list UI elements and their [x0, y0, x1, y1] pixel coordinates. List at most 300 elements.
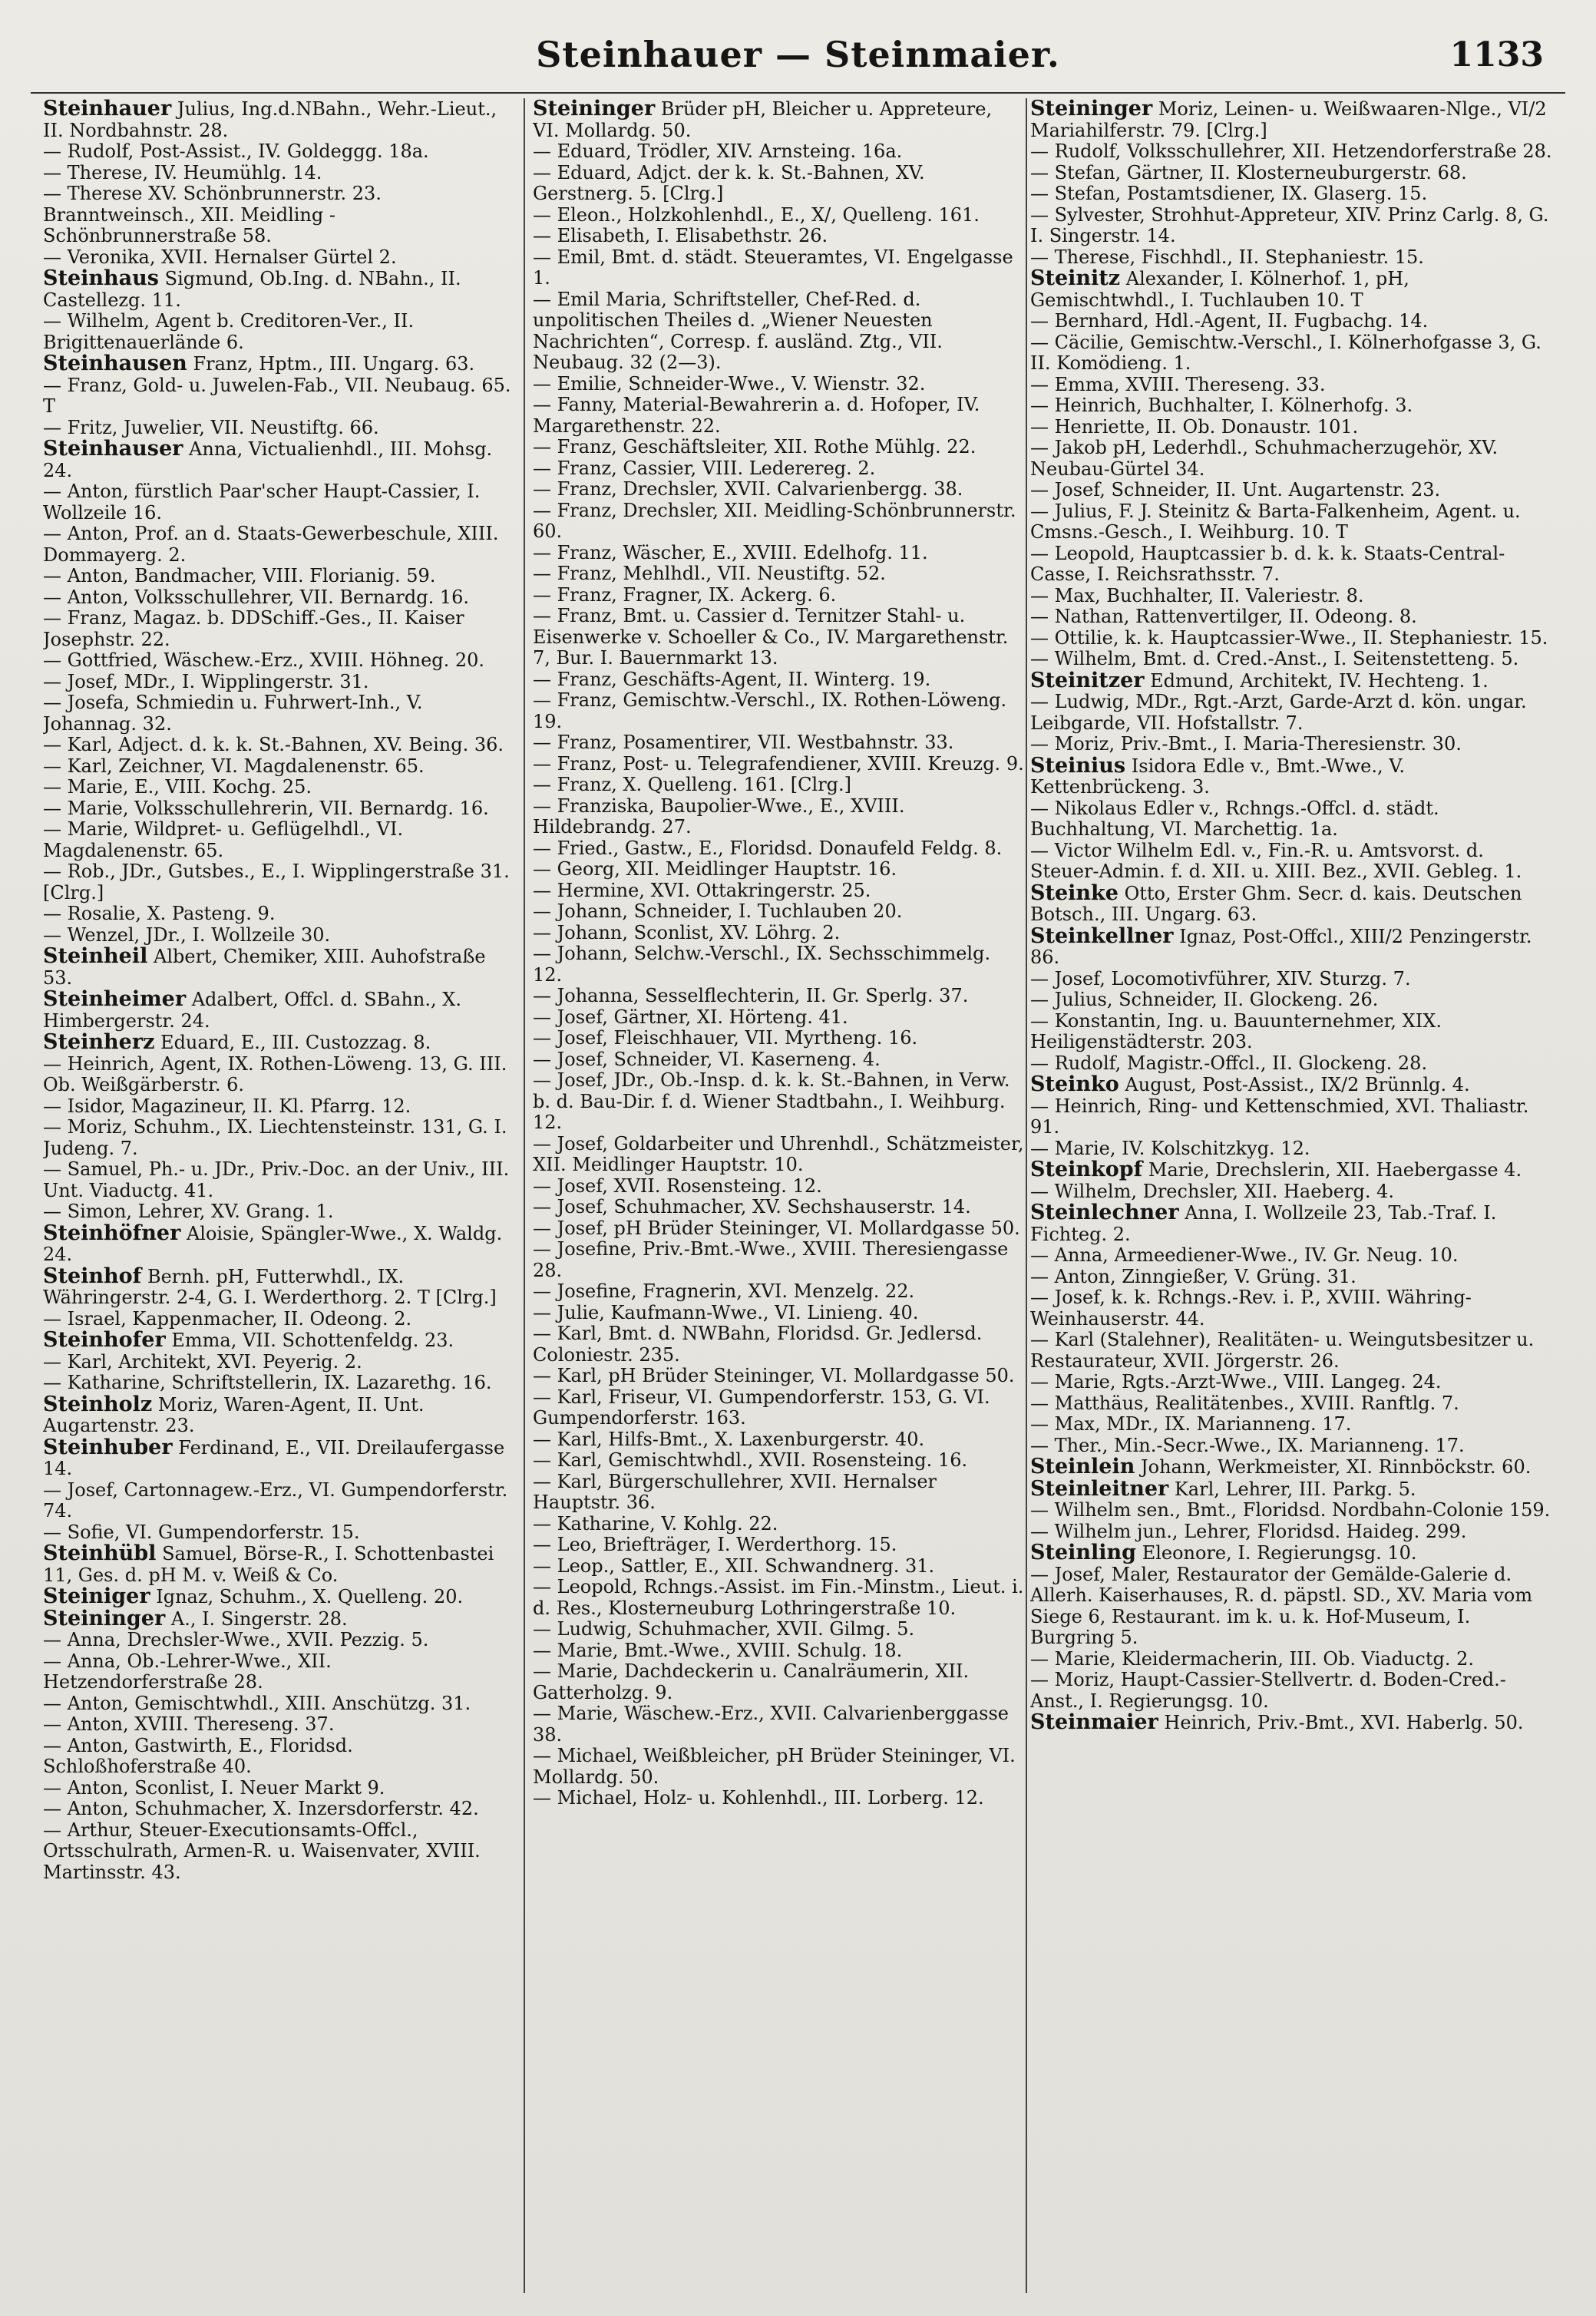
- directory-entry: [43, 566, 514, 587]
- directory-entry: [533, 458, 1024, 480]
- column-2: [533, 98, 1024, 2301]
- entry-text: — Franz, Posamentirer, VII. Westbahnstr. 33.: [533, 732, 954, 753]
- entry-text: — Samuel, Ph.- u. JDr., Priv.-Doc. an der Univ., III. Unt. Viaductg. 41.: [43, 1158, 510, 1201]
- directory-entry: [1030, 1712, 1556, 1734]
- directory-entry: [1030, 163, 1556, 184]
- entry-text: Karl, Lehrer, III. Parkg. 5.: [1174, 1478, 1416, 1500]
- directory-entry: [43, 1820, 514, 1884]
- entry-text: — Anton, Gastwirth, E., Floridsd. Schloßhoferstraße 40.: [43, 1734, 353, 1777]
- directory-entry: [43, 904, 514, 925]
- entry-text: Adalbert, Offcl. d. SBahn., X. Himbergerstr. 24.: [43, 989, 461, 1032]
- entry-surname: Steinhof: [43, 1264, 142, 1288]
- entry-text: — Josef, pH Brüder Steininger, VI. Mollardgasse 50.: [533, 1217, 1020, 1239]
- entry-text: — Leopold, Rchngs.-Assist. im Fin.-Minstm., Lieut. i. d. Res., Klosterneuburg Lothringerstraße 10.: [533, 1576, 1024, 1619]
- directory-entry: [1030, 1456, 1556, 1478]
- entry-text: Julius, Ing.d.NBahn., Wehr.-Lieut., II. Nordbahnstr. 28.: [43, 98, 497, 141]
- directory-entry: [1030, 395, 1556, 417]
- directory-entry: [43, 1096, 514, 1118]
- entry-text: — Victor Wilhelm Edl. v., Fin.-R. u. Amtsvorst. d. Steuer-Admin. f. d. XII. u. XIII. Bez., XVII. Gebleg. 1.: [1030, 839, 1522, 882]
- directory-entry: [533, 1028, 1024, 1049]
- directory-entry: [1030, 1542, 1556, 1564]
- entry-text: — Julius, F. J. Steinitz & Barta-Falkenheim, Agent. u. Cmsns.-Gesch., I. Weihburg. 10. T: [1030, 500, 1521, 543]
- directory-entry: [533, 1472, 1024, 1514]
- directory-entry: [1030, 438, 1556, 480]
- directory-entry: [533, 1049, 1024, 1071]
- entry-text: — Josef, Schneider, II. Unt. Augartenstr. 23.: [1030, 479, 1441, 501]
- entry-text: — Simon, Lehrer, XV. Grang. 1.: [43, 1201, 334, 1222]
- entry-text: — Konstantin, Ing. u. Bauunternehmer, XIX. Heiligenstädterstr. 203.: [1030, 1009, 1442, 1052]
- directory-entry: [1030, 990, 1556, 1011]
- entry-text: — Wenzel, JDr., I. Wollzeile 30.: [43, 923, 331, 946]
- directory-entry: [43, 481, 514, 524]
- directory-entry: [1030, 841, 1556, 883]
- directory-entry: [43, 672, 514, 693]
- entry-text: — Josefine, Fragnerin, XVI. Menzelg. 22.: [533, 1280, 915, 1302]
- entry-text: — Rudolf, Volksschullehrer, XII. Hetzendorferstraße 28.: [1030, 140, 1552, 162]
- entry-text: — Ther., Min.-Secr.-Wwe., IX. Marianneng. 17.: [1030, 1434, 1465, 1456]
- entry-text: — Wilhelm, Agent b. Creditoren-Ver., II. Brigittenauerlände 6.: [43, 310, 415, 353]
- directory-entry: [533, 1619, 1024, 1640]
- directory-entry: [533, 1661, 1024, 1703]
- column-1: [43, 98, 514, 2301]
- entry-text: — Karl, pH Brüder Steininger, VI. Mollardgasse 50.: [533, 1365, 1015, 1386]
- directory-entry: [533, 1640, 1024, 1662]
- directory-entry: [533, 141, 1024, 163]
- entry-text: — Rudolf, Post-Assist., IV. Goldeggg. 18a.: [43, 140, 429, 162]
- directory-entry: [43, 163, 514, 184]
- directory-entry: [1030, 1181, 1556, 1203]
- directory-entry: [533, 98, 1024, 141]
- entry-surname: Steinholz: [43, 1392, 153, 1416]
- directory-entry: [533, 943, 1024, 986]
- entry-text: — Franz, Cassier, VIII. Lederereg. 2.: [533, 457, 876, 479]
- directory-entry: [43, 311, 514, 353]
- directory-entry: [43, 777, 514, 798]
- entry-text: — Josef, MDr., I. Wipplingerstr. 31.: [43, 670, 369, 692]
- directory-entry: [43, 756, 514, 778]
- entry-text: — Moriz, Priv.-Bmt., I. Maria-Theresienstr. 30.: [1030, 733, 1462, 755]
- directory-entry: [43, 1266, 514, 1309]
- directory-entry: [43, 524, 514, 566]
- entry-text: — Eduard, Trödler, XIV. Arnsteing. 16a.: [533, 140, 903, 162]
- directory-entry: [43, 1714, 514, 1736]
- directory-entry: [533, 859, 1024, 880]
- directory-entry: [533, 1450, 1024, 1472]
- directory-entry: [533, 205, 1024, 226]
- directory-entry: [533, 1218, 1024, 1240]
- entry-text: Bernh. pH, Futterwhdl., IX. Währingerstr. 2-4, G. I. Werderthorg. 2. T [Clrg.]: [43, 1265, 497, 1308]
- entry-surname: Steinhübl: [43, 1541, 157, 1565]
- directory-entry: [1030, 755, 1556, 798]
- directory-entry: [1030, 1096, 1556, 1138]
- entry-text: — Katharine, Schriftstellerin, IX. Lazarethg. 16.: [43, 1372, 492, 1393]
- directory-entry: [43, 819, 514, 861]
- directory-entry: [1030, 1393, 1556, 1415]
- directory-entry: [1030, 1011, 1556, 1053]
- entry-text: — Franz, Geschäftsleiter, XII. Rothe Mühlg. 22.: [533, 436, 976, 458]
- entry-text: — Sofie, VI. Gumpendorferstr. 15.: [43, 1521, 360, 1543]
- directory-entry: [1030, 247, 1556, 269]
- directory-entry: [43, 989, 514, 1032]
- entry-text: Johann, Werkmeister, XI. Rinnböckstr. 60.: [1141, 1456, 1532, 1478]
- entry-text: — Moriz, Haupt-Cassier-Stellvertr. d. Boden-Cred.-Anst., I. Regierungsg. 10.: [1030, 1669, 1506, 1712]
- entry-text: — Moriz, Schuhm., IX. Liechtensteinstr. 131, G. I. Judeng. 7.: [43, 1116, 507, 1159]
- directory-entry: [533, 1070, 1024, 1134]
- directory-entry: [533, 986, 1024, 1007]
- directory-entry: [533, 669, 1024, 691]
- entry-text: Ignaz, Post-Offcl., XIII/2 Penzingerstr. 86.: [1030, 925, 1532, 968]
- directory-entry: [43, 1630, 514, 1651]
- entry-text: Ferdinand, E., VII. Dreilaufergasse 14.: [43, 1436, 505, 1479]
- directory-entry: [533, 775, 1024, 796]
- entry-surname: Steinleitner: [1030, 1476, 1169, 1501]
- directory-entry: [533, 1746, 1024, 1788]
- entry-text: Moriz, Waren-Agent, II. Unt. Augartenstr. 23.: [43, 1393, 425, 1436]
- directory-entry: [43, 1117, 514, 1159]
- directory-entry: [533, 1788, 1024, 1809]
- entry-text: — Emma, XVIII. Thereseng. 33.: [1030, 373, 1326, 395]
- directory-entry: [43, 861, 514, 904]
- entry-text: — Michael, Weißbleicher, pH Brüder Steininger, VI. Mollardg. 50.: [533, 1745, 1016, 1788]
- entry-text: — Wilhelm, Drechsler, XII. Haeberg. 4.: [1030, 1180, 1394, 1202]
- entry-text: — Fried., Gastw., E., Floridsd. Donaufeld Feldg. 8.: [533, 837, 1003, 859]
- entry-surname: Steinhauser: [43, 437, 183, 461]
- entry-text: — Heinrich, Agent, IX. Rothen-Löweng. 13, G. III. Ob. Weißgärberstr. 6.: [43, 1052, 507, 1095]
- column-3: [1030, 98, 1556, 2301]
- entry-text: — Julie, Kaufmann-Wwe., VI. Linieng. 40.: [533, 1301, 919, 1323]
- entry-text: Isidora Edle v., Bmt.-Wwe., V. Kettenbrückeng. 3.: [1030, 755, 1405, 798]
- directory-entry: [1030, 1159, 1556, 1181]
- entry-text: — Anna, Armeediener-Wwe., IV. Gr. Neug. 10.: [1030, 1244, 1459, 1266]
- entry-text: Samuel, Börse-R., I. Schottenbastei 11, Ges. d. pH M. v. Weiß & Co.: [43, 1543, 494, 1586]
- entry-text: A., I. Singerstr. 28.: [170, 1607, 348, 1630]
- entry-surname: Steinkellner: [1030, 923, 1174, 948]
- entry-text: Ignaz, Schuhm., X. Quelleng. 20.: [156, 1586, 464, 1607]
- directory-entry: [43, 1778, 514, 1799]
- entry-text: — Sylvester, Strohhut-Appreteur, XIV. Prinz Carlg. 8, G. I. Singerstr. 14.: [1030, 203, 1549, 246]
- entry-text: — Wilhelm, Bmt. d. Cred.-Anst., I. Seitenstetteng. 5.: [1030, 648, 1519, 669]
- directory-entry: [533, 585, 1024, 606]
- directory-entry: [533, 1281, 1024, 1303]
- directory-entry: [1030, 649, 1556, 670]
- entry-surname: Steinheil: [43, 944, 148, 968]
- entry-text: — Karl, Hilfs-Bmt., X. Laxenburgerstr. 40.: [533, 1428, 925, 1450]
- directory-entry: [43, 353, 514, 375]
- directory-entry: [43, 141, 514, 163]
- entry-text: — Josef, Schneider, VI. Kaserneng. 4.: [533, 1048, 881, 1070]
- entry-surname: Steinke: [1030, 880, 1119, 905]
- entry-text: — Marie, Wäschew.-Erz., XVII. Calvarienberggasse 38.: [533, 1703, 1009, 1746]
- entry-text: — Bernhard, Hdl.-Agent, II. Fugbachg. 14.: [1030, 310, 1429, 332]
- directory-entry: [43, 1054, 514, 1096]
- entry-text: Emma, VII. Schottenfeldg. 23.: [171, 1330, 454, 1351]
- directory-entry: [533, 1303, 1024, 1324]
- entry-surname: Steinius: [1030, 753, 1126, 778]
- directory-entry: [1030, 311, 1556, 332]
- entry-text: — Therese, IV. Heumühlg. 14.: [43, 161, 322, 183]
- entry-text: — Karl, Architekt, XVI. Peyerig. 2.: [43, 1350, 362, 1373]
- directory-entry: [43, 98, 514, 141]
- directory-entry: [1030, 1564, 1556, 1649]
- entry-text: — Marie, Wildpret- u. Geflügelhdl., VI. Magdalenenstr. 65.: [43, 818, 404, 861]
- entry-text: — Heinrich, Ring- und Kettenschmied, XVI. Thaliastr. 91.: [1030, 1095, 1529, 1138]
- directory-entry: [533, 1556, 1024, 1578]
- entry-text: — Anton, Volksschullehrer, VII. Bernardg. 16.: [43, 586, 470, 608]
- entry-text: — Franz, Gold- u. Juwelen-Fab., VII. Neubaug. 65. T: [43, 374, 511, 417]
- entry-text: — Emilie, Schneider-Wwe., V. Wienstr. 32.: [533, 372, 926, 395]
- directory-entry: [533, 606, 1024, 669]
- directory-entry: [43, 1437, 514, 1480]
- entry-text: — Marie, Dachdeckerin u. Canalräumerin, XII. Gatterholzg. 9.: [533, 1660, 970, 1703]
- directory-entry: [43, 1223, 514, 1266]
- directory-entry: [533, 901, 1024, 923]
- entry-text: — Nathan, Rattenvertilger, II. Odeong. 8.: [1030, 606, 1417, 627]
- entry-text: — Franz, Mehlhdl., VII. Neustiftg. 52.: [533, 563, 886, 584]
- directory-entry: [533, 1323, 1024, 1366]
- page-title: Steinhauer — Steinmaier.: [536, 34, 1060, 75]
- entry-surname: Steinhaus: [43, 266, 159, 290]
- directory-entry: [533, 1535, 1024, 1556]
- directory-entry: [1030, 332, 1556, 375]
- entry-text: — Henriette, II. Ob. Donaustr. 101.: [1030, 415, 1359, 438]
- entry-text: — Fanny, Material-Bewahrerin a. d. Hofoper, IV. Margarethenstr. 22.: [533, 394, 980, 437]
- column-divider: [524, 98, 525, 2293]
- directory-entry: [1030, 417, 1556, 438]
- entry-text: — Marie, Volksschullehrerin, VII. Bernardg. 16.: [43, 797, 489, 819]
- directory-entry: [43, 1543, 514, 1586]
- entry-text: — Eduard, Adjct. der k. k. St.-Bahnen, XV. Gerstnerg. 5. [Clrg.]: [533, 161, 925, 204]
- entry-surname: Steinhauer: [43, 98, 172, 121]
- entry-text: — Anton, Schuhmacher, X. Inzersdorferstr. 42.: [43, 1798, 479, 1819]
- entry-text: — Michael, Holz- u. Kohlenhdl., III. Lorberg. 12.: [533, 1787, 984, 1809]
- entry-text: — Marie, Bmt.-Wwe., XVIII. Schulg. 18.: [533, 1639, 903, 1661]
- entry-text: Marie, Drechslerin, XII. Haebergasse 4.: [1148, 1159, 1522, 1181]
- directory-entry: [533, 163, 1024, 205]
- directory-entry: [533, 501, 1024, 543]
- directory-entry: [1030, 1330, 1556, 1372]
- entry-text: — Leopold, Hauptcassier b. d. k. k. Staats-Central-Casse, I. Reichsrathsstr. 7.: [1030, 542, 1505, 585]
- entry-text: — Franz, Magaz. b. DDSchiff.-Ges., II. Kaiser Josephstr. 22.: [43, 607, 464, 650]
- directory-entry: [43, 375, 514, 418]
- entry-text: — Rosalie, X. Pasteng. 9.: [43, 903, 276, 924]
- entry-text: — Therese XV. Schönbrunnerstr. 23. Branntweinsch., XII. Meidling - Schönbrunnerstraße 58.: [43, 183, 382, 246]
- directory-entry: [1030, 606, 1556, 628]
- entry-text: Eleonore, I. Regierungsg. 10.: [1142, 1542, 1417, 1564]
- directory-entry: [43, 183, 514, 247]
- directory-entry: [533, 1514, 1024, 1535]
- entry-text: Moriz, Leinen- u. Weißwaaren-Nlge., VI/2 Mariahilferstr. 79. [Clrg.]: [1030, 98, 1547, 141]
- entry-text: — Josef, Locomotivführer, XIV. Sturzg. 7.: [1030, 967, 1411, 990]
- directory-entry: [43, 268, 514, 311]
- entry-text: — Franz, Gemischtw.-Verschl., IX. Rothen-Löweng. 19.: [533, 689, 1007, 732]
- entry-text: Otto, Erster Ghm. Secr. d. kais. Deutschen Botsch., III. Ungarg. 63.: [1030, 882, 1522, 925]
- entry-text: Anna, I. Wollzeile 23, Tab.-Traf. I. Fichteg. 2.: [1030, 1202, 1497, 1245]
- directory-entry: [1030, 1053, 1556, 1075]
- directory-entry: [1030, 1414, 1556, 1436]
- entry-text: Anna, Victualienhdl., III. Mohsg. 24.: [43, 438, 493, 481]
- entry-text: — Franz, Drechsler, XII. Meidling-Schönbrunnerstr. 60.: [533, 499, 1016, 542]
- entry-text: — Josef, Fleischhauer, VII. Myrtheng. 16.: [533, 1027, 918, 1049]
- entry-surname: Steinheimer: [43, 987, 187, 1011]
- entry-text: — Heinrich, Buchhalter, I. Kölnerhofg. 3.: [1030, 395, 1413, 416]
- directory-entry: [43, 1693, 514, 1715]
- entry-text: — Marie, Rgts.-Arzt-Wwe., VIII. Langeg. 24.: [1030, 1371, 1442, 1393]
- directory-entry: [43, 247, 514, 269]
- directory-entry: [533, 1239, 1024, 1281]
- entry-surname: Steinitzer: [1030, 668, 1145, 692]
- entry-text: — Stefan, Gärtner, II. Klosterneuburgerstr. 68.: [1030, 161, 1467, 183]
- directory-entry: [1030, 501, 1556, 543]
- directory-entry: [1030, 628, 1556, 649]
- entry-text: — Cäcilie, Gemischtw.-Verschl., I. Kölnerhofgasse 3, G. II. Komödieng. 1.: [1030, 331, 1541, 374]
- directory-entry: [43, 1586, 514, 1608]
- directory-entry: [533, 690, 1024, 732]
- entry-surname: Steininger: [533, 98, 656, 121]
- directory-entry: [1030, 1436, 1556, 1457]
- entry-text: — Johann, Schneider, I. Tuchlauben 20.: [533, 900, 903, 922]
- directory-entry: [533, 374, 1024, 395]
- entry-surname: Steinhausen: [43, 352, 187, 375]
- directory-entry: [1030, 734, 1556, 755]
- entry-text: Aloisie, Spängler-Wwe., X. Waldg. 24.: [43, 1222, 503, 1265]
- directory-entry: [533, 1007, 1024, 1029]
- column-divider: [1026, 98, 1027, 2293]
- entry-text: — Anton, XVIII. Thereseng. 37.: [43, 1713, 335, 1735]
- entry-text: — Johanna, Sesselflechterin, II. Gr. Sperlg. 37.: [533, 985, 969, 1006]
- entry-text: — Josef, Cartonnagew.-Erz., VI. Gumpendorferstr. 74.: [43, 1478, 508, 1521]
- entry-surname: Steininger: [43, 1606, 166, 1630]
- directory-entry: [1030, 586, 1556, 607]
- entry-text: — Katharine, V. Kohlg. 22.: [533, 1512, 778, 1535]
- entry-text: — Stefan, Postamtsdiener, IX. Glaserg. 15.: [1030, 183, 1428, 204]
- directory-entry: [533, 880, 1024, 902]
- entry-surname: Steinherz: [43, 1030, 155, 1054]
- directory-entry: [43, 1159, 514, 1201]
- directory-entry: [1030, 1287, 1556, 1330]
- directory-entry: [533, 796, 1024, 838]
- entry-text: — Anton, Zinngießer, V. Grüng. 31.: [1030, 1265, 1356, 1287]
- entry-text: — Marie, E., VIII. Kochg. 25.: [43, 776, 312, 798]
- directory-entry: [43, 692, 514, 735]
- directory-entry: [43, 1799, 514, 1820]
- entry-surname: Steinhöfner: [43, 1221, 181, 1245]
- directory-entry: [533, 563, 1024, 585]
- entry-text: — Anna, Drechsler-Wwe., XVII. Pezzig. 5.: [43, 1629, 429, 1650]
- directory-entry: [43, 418, 514, 439]
- directory-entry: [43, 798, 514, 820]
- directory-entry: [1030, 798, 1556, 841]
- entry-text: — Emil, Bmt. d. städt. Steueramtes, VI. Engelgasse 1.: [533, 246, 1013, 289]
- directory-entry: [533, 1176, 1024, 1198]
- entry-text: — Josef, Maler, Restaurator der Gemälde-Galerie d. Allerh. Kaiserhauses, R. d. päpstl. SD., XV. Maria vom Siege 6, Restaurant. im k. u. k. Hof-Museum, I. Burgring 5.: [1030, 1563, 1533, 1648]
- directory-entry: [43, 608, 514, 650]
- entry-text: — Franz, Bmt. u. Cassier d. Ternitzer Stahl- u. Eisenwerke v. Schoeller & Co., IV. Margarethenstr. 7, Bur. I. Bauernmarkt 13.: [533, 605, 1009, 669]
- directory-entry: [1030, 205, 1556, 247]
- directory-entry: [533, 543, 1024, 564]
- directory-entry: [533, 732, 1024, 754]
- entry-text: Sigmund, Ob.Ing. d. NBahn., II. Castellezg. 11.: [43, 268, 461, 311]
- entry-text: — Anton, Prof. an d. Staats-Gewerbeschule, XIII. Dommayerg. 2.: [43, 523, 499, 566]
- entry-surname: Steinlein: [1030, 1455, 1135, 1478]
- entry-text: — Karl, Adject. d. k. k. St.-Bahnen, XV. Being. 36.: [43, 734, 504, 755]
- entry-text: — Johann, Sconlist, XV. Löhrg. 2.: [533, 921, 841, 943]
- entry-text: — Ludwig, MDr., Rgt.-Arzt, Garde-Arzt d. kön. ungar. Leibgarde, VII. Hofstallstr. 7.: [1030, 691, 1527, 734]
- entry-text: — Leo, Briefträger, I. Werderthorg. 15.: [533, 1534, 897, 1555]
- directory-entry: [43, 1330, 514, 1352]
- directory-entry: [533, 437, 1024, 458]
- directory-entry: [533, 1134, 1024, 1176]
- directory-entry: [1030, 670, 1556, 692]
- entry-text: — Anton, Gemischtwhdl., XIII. Anschützg. 31.: [43, 1692, 471, 1714]
- entry-text: — Josef, XVII. Rosensteing. 12.: [533, 1175, 822, 1197]
- entry-text: — Max, MDr., IX. Marianneng. 17.: [1030, 1413, 1352, 1435]
- entry-surname: Steinlechner: [1030, 1201, 1179, 1224]
- directory-entry: [533, 1429, 1024, 1451]
- entry-text: — Fritz, Juwelier, VII. Neustiftg. 66.: [43, 416, 379, 438]
- directory-entry: [533, 479, 1024, 501]
- directory-entry: [43, 1480, 514, 1522]
- entry-text: — Wilhelm jun., Lehrer, Floridsd. Haideg. 299.: [1030, 1520, 1467, 1542]
- directory-entry: [43, 1736, 514, 1778]
- entry-text: — Ludwig, Schuhmacher, XVII. Gilmg. 5.: [533, 1618, 915, 1640]
- entry-text: — Therese, Fischhdl., II. Stephaniestr. 15.: [1030, 246, 1424, 268]
- entry-surname: Steinhofer: [43, 1328, 166, 1352]
- entry-text: — Franziska, Baupolier-Wwe., E., XVIII. Hildebrandg. 27.: [533, 795, 905, 838]
- directory-entry: [1030, 98, 1556, 141]
- directory-entry: [1030, 1138, 1556, 1160]
- entry-text: — Ottilie, k. k. Hauptcassier-Wwe., II. Stephaniestr. 15.: [1030, 626, 1548, 649]
- entry-text: — Franz, Fragner, IX. Ackerg. 6.: [533, 583, 837, 606]
- entry-text: — Karl, Friseur, VI. Gumpendorferstr. 153, G. VI. Gumpendorferstr. 163.: [533, 1386, 990, 1429]
- entry-surname: Steiniger: [43, 1584, 150, 1608]
- entry-text: — Jakob pH, Lederhdl., Schuhmacherzugehör, XV. Neubau-Gürtel 34.: [1030, 437, 1499, 480]
- entry-surname: Steinmaier: [1030, 1710, 1158, 1734]
- entry-text: — Josef, Gärtner, XI. Hörteng. 41.: [533, 1006, 848, 1028]
- directory-entry: [533, 247, 1024, 289]
- directory-entry: [533, 226, 1024, 247]
- directory-entry: [1030, 969, 1556, 990]
- entry-text: — Karl, Bürgerschullehrer, XVII. Hernalser Hauptstr. 36.: [533, 1470, 937, 1513]
- entry-text: — Anton, Sconlist, I. Neuer Markt 9.: [43, 1776, 385, 1799]
- entry-text: Albert, Chemiker, XIII. Auhofstraße 53.: [43, 946, 486, 989]
- entry-text: Eduard, E., III. Custozzag. 8.: [160, 1032, 431, 1053]
- directory-entry: [1030, 1245, 1556, 1267]
- directory-entry: [1030, 1267, 1556, 1288]
- entry-text: — Anton, Bandmacher, VIII. Florianig. 59.: [43, 565, 436, 586]
- entry-text: — Rob., JDr., Gutsbes., E., I. Wipplingerstraße 31. [Clrg.]: [43, 861, 510, 904]
- directory-entry: [43, 1394, 514, 1437]
- entry-text: — Josef, k. k. Rchngs.-Rev. i. P., XVIII. Währing-Weinhauserstr. 44.: [1030, 1287, 1472, 1330]
- directory-entry: [1030, 375, 1556, 396]
- entry-text: — Franz, Wäscher, E., XVIII. Edelhofg. 11.: [533, 541, 928, 563]
- directory-entry: [1030, 1202, 1556, 1245]
- directory-entry: [43, 1651, 514, 1693]
- entry-text: — Karl, Zeichner, VI. Magdalenenstr. 65.: [43, 755, 425, 777]
- entry-surname: Steinling: [1030, 1541, 1137, 1564]
- entry-text: — Matthäus, Realitätenbes., XVIII. Ranftlg. 7.: [1030, 1392, 1459, 1414]
- entry-text: — Karl (Stalehner), Realitäten- u. Weingutsbesitzer u. Restaurateur, XVII. Jörgerstr. 26.: [1030, 1329, 1535, 1372]
- directory-entry: [533, 838, 1024, 860]
- directory-entry: [1030, 141, 1556, 163]
- entry-text: — Marie, IV. Kolschitzkyg. 12.: [1030, 1137, 1310, 1159]
- directory-entry: [43, 1352, 514, 1373]
- entry-text: — Israel, Kappenmacher, II. Odeong. 2.: [43, 1307, 412, 1330]
- entry-text: Heinrich, Priv.-Bmt., XVI. Haberlg. 50.: [1164, 1712, 1524, 1733]
- directory-entry: [43, 1032, 514, 1054]
- directory-entry: [533, 395, 1024, 437]
- entry-text: — Eleon., Holzkohlenhdl., E., X/, Quelleng. 161.: [533, 203, 980, 226]
- entry-text: — Franz, Geschäfts-Agent, II. Winterg. 19.: [533, 668, 931, 690]
